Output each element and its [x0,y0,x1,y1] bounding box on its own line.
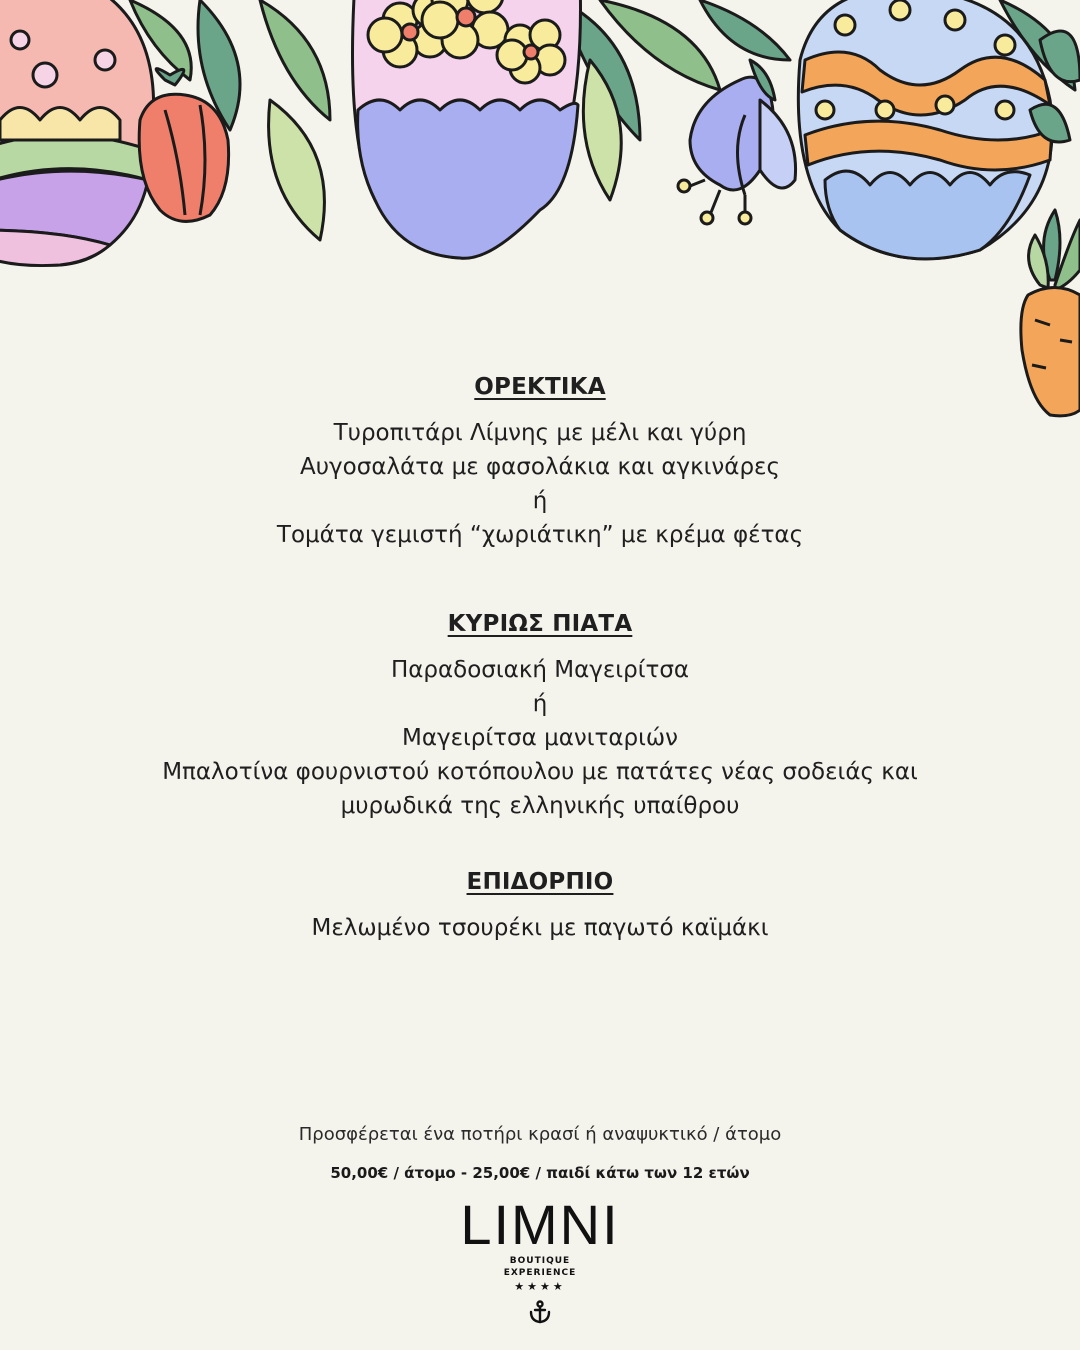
section-heading: ΕΠΙΔΟΡΠΙΟ [466,869,614,895]
menu-item: Μελωμένο τσουρέκι με παγωτό καϊμάκι [311,915,769,941]
logo-stars: ★★★★ [514,1280,566,1293]
price-line: 50,00€ / άτομο - 25,00€ / παιδί κάτω των 12 ετών [330,1164,750,1182]
menu-section-dessert [0,869,1080,945]
section-heading: ΚΥΡΙΩΣ ΠΙΑΤΑ [447,611,633,637]
menu-item-or: ή [532,691,548,717]
limni-logo [0,1195,1080,1325]
logo-wordmark: LIMNI [460,1193,620,1256]
menu-item: Τυροπιτάρι Λίμνης με μέλι και γύρη [333,420,747,446]
menu-item: Παραδοσιακή Μαγειρίτσα [390,657,690,683]
menu-item-or: ή [532,488,548,514]
menu-item: Μπαλοτίνα φουρνιστού κοτόπουλου με πατάτες νέας σοδειάς και [162,759,918,785]
menu-item-list [0,416,1080,552]
easter-decoration-banner [0,0,1080,300]
drink-offer-note: Προσφέρεται ένα ποτήρι κρασί ή αναψυκτικό / άτομο [298,1124,782,1145]
section-heading: ΟΡΕΚΤΙΚΑ [474,374,606,400]
menu-item: μυρωδικά της ελληνικής υπαίθρου [340,793,740,819]
menu-item: Αυγοσαλάτα με φασολάκια και αγκινάρες [300,454,780,480]
menu-section-appetizers [0,374,1080,552]
logo-subtitle-experience: EXPERIENCE [503,1268,577,1278]
menu-item: Μαγειρίτσα μανιταριών [401,725,679,751]
logo-subtitle-boutique: BOUTIQUE [509,1256,571,1266]
menu-section-main-courses [0,611,1080,823]
menu-item-list [0,653,1080,823]
menu-item-list [0,911,1080,945]
menu-item: Τομάτα γεμιστή “χωριάτικη” με κρέμα φέτας [276,522,804,548]
anchor-icon [527,1299,553,1325]
